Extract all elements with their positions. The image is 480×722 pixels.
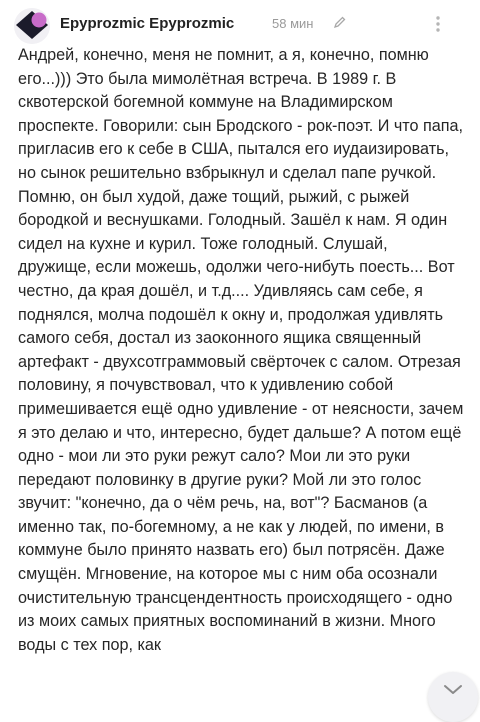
avatar-logo-icon (14, 8, 50, 44)
text-fade (0, 682, 480, 704)
post-time: 58 мин (272, 16, 314, 31)
post-header (0, 0, 480, 48)
expand-post-button[interactable] (428, 672, 478, 722)
chevron-down-icon (443, 684, 463, 696)
more-vertical-icon[interactable] (426, 12, 450, 36)
author-avatar[interactable] (14, 8, 50, 44)
pencil-icon (333, 15, 347, 29)
post-text: Андрей, конечно, меня не помнит, а я, конечно, помню его...))) Это была мимолётная встреча. В 1989 г. В сквотерской богемной коммуне на Владимирском проспекте. Говорили: сын Бродского - рок-поэт. И что папа, пригласив его к себе в США, пытался его иудаизировать, но сынок решительно взбрыкнул и сделал папе ручкой. Помню, он был худой, даже тощий, рыжий, с рыжей бородкой и веснушками. Голодный. Зашёл к нам. Я один сидел на кухне и курил. Тоже голодный. Слушай, дружище, если можешь, одолжи чего-нибуть поесть... Вот честно, да края дошёл, и т.д.... Удивляясь сам себе, я поднялся, молча подошёл к окну и, продолжая удивлять самого себя, достал из заоконного ящика священный артефакт - двухсотграммовый свёрточек с салом. Отрезая половину, я почувствовал, что к удивлению собой примешивается ещё одно удивление - от неясности, зачем я это делаю и что, интересно, будет дальше? А потом ещё одно - мои ли это руки режут сало? Мои ли это руки передают половинку в другие руки? Мой ли это голос звучит: "конечно, да о чём речь, на, вот"? Басманов (а именно так, по-богемному, а не как у людей, по имени, в коммуне было принято назвать его) был потрясён. Даже смущён. Мгновение, на которое мы с ним оба осознали очистительную трансцендентность происходящего - одно из моих самых приятных воспоминаний в жизни. Много воды с тех пор, как (18, 46, 464, 654)
author-name[interactable]: Epyprozmic Epyprozmic (60, 15, 235, 32)
